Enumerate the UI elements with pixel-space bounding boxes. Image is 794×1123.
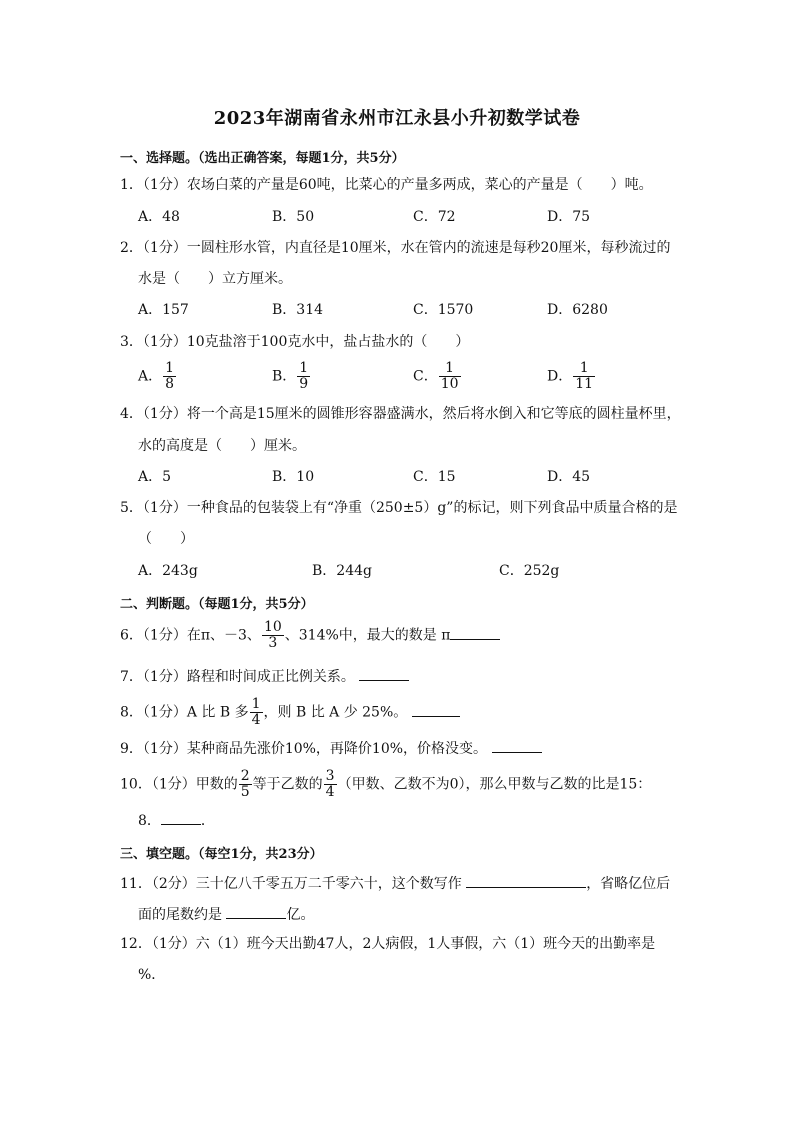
fraction-numerator: 2: [240, 768, 250, 784]
question-9: [120, 738, 542, 758]
question-7-text: 7．（1分）路程和时间成正比例关系。: [120, 669, 355, 685]
fraction-denominator: 11: [575, 376, 594, 392]
question-8: [120, 697, 460, 728]
question-4-text: 4．（1分）将一个高是15厘米的圆锥形容器盛满水，然后将水倒入和它等底的圆柱量杯里，: [120, 406, 681, 422]
question-11-text: 11．（2分）三十亿八千零五万二千零六十，这个数写作: [120, 876, 462, 892]
question-7: [120, 666, 409, 686]
q3-option-b-label: B．: [272, 368, 297, 385]
fraction-numerator: 1: [573, 361, 595, 377]
q1-option-a: A．48: [138, 209, 180, 225]
fraction-numerator: 1: [165, 360, 175, 376]
question-8-text-end: ，则 B 比 A 少 25%。: [263, 704, 408, 721]
q3-option-a: [138, 361, 177, 392]
q2-option-c: C．1570: [413, 302, 474, 318]
question-10-text-mid: 等于乙数的: [252, 776, 323, 793]
q1-option-b: B．50: [272, 209, 315, 225]
question-2-text: 2．（1分）一圆柱形水管，内直径是10厘米，水在管内的流速是每秒20厘米，每秒流过的: [120, 240, 671, 256]
q3-option-c: [413, 361, 462, 392]
q1-option-d: D．75: [547, 209, 591, 225]
question-4-text-cont: 水的高度是（ ）厘米。: [138, 438, 306, 454]
q4-option-d: D．45: [547, 469, 591, 485]
question-11: [120, 873, 670, 893]
q8-fraction: [250, 697, 263, 728]
q5-option-c: C．252g: [499, 563, 560, 579]
question-10-text-end: （甲数、乙数不为0），那么甲数与乙数的比是15：: [337, 776, 652, 793]
q7-answer-blank[interactable]: [359, 666, 409, 681]
q3-option-b: [272, 361, 311, 392]
q3-option-c-fraction: [439, 361, 461, 392]
q3-option-c-label: C．: [413, 368, 438, 385]
question-11-text-cont: 面的尾数约是: [138, 907, 222, 923]
fraction-denominator: 9: [299, 376, 309, 392]
section-heading-choice: 一、选择题。（选出正确答案，每题1分，共5分）: [120, 151, 405, 166]
q4-option-a: A．5: [138, 469, 172, 485]
question-6: [120, 620, 500, 651]
q11-answer-blank-2[interactable]: [226, 904, 286, 919]
question-10: [120, 769, 651, 800]
q3-option-a-fraction: [163, 361, 176, 392]
q2-option-b: B．314: [272, 302, 324, 318]
question-11-text-end: 亿。: [286, 907, 315, 923]
question-5-text: 5．（1分）一种食品的包装袋上有“净重（250±5）g”的标记，则下列食品中质量合格的是: [120, 500, 678, 516]
q11-answer-blank-1[interactable]: [466, 873, 586, 888]
fraction-numerator: 3: [325, 768, 335, 784]
fraction-denominator: 10: [440, 376, 459, 392]
fraction-denominator: 4: [325, 784, 335, 800]
q3-option-d: [547, 361, 596, 392]
question-12-text: 12．（1分）六（1）班今天出勤47人，2人病假，1人事假，六（1）班今天的出勤率是: [120, 936, 656, 952]
q5-option-b: B．244g: [312, 563, 372, 579]
question-11-text-b: ，省略亿位后: [586, 876, 671, 892]
fraction-numerator: 1: [299, 360, 309, 376]
question-9-text: 9．（1分）某种商品先涨价10%，再降价10%，价格没变。: [120, 741, 488, 757]
question-10-text-cont: 8．: [138, 813, 161, 829]
q9-answer-blank[interactable]: [492, 738, 542, 753]
q2-option-d: D．6280: [547, 302, 608, 318]
fraction-denominator: 5: [240, 784, 250, 800]
q3-option-d-label: D．: [547, 368, 573, 385]
question-5-text-cont: （ ）: [138, 531, 194, 547]
q4-option-c: C．15: [413, 469, 456, 485]
q4-option-b: B．10: [272, 469, 315, 485]
fraction-numerator: 1: [439, 361, 461, 377]
q3-option-d-fraction: [573, 361, 595, 392]
q2-option-a: A．157: [138, 302, 189, 318]
page-title: 2023年湖南省永州市江永县小升初数学试卷: [213, 108, 581, 129]
fraction-denominator: 8: [165, 376, 175, 392]
section-heading-judgement: 二、判断题。（每题1分，共5分）: [120, 597, 314, 612]
fraction-denominator: 3: [268, 635, 278, 651]
q6-answer-blank[interactable]: [450, 625, 500, 640]
fraction-denominator: 4: [251, 712, 261, 728]
question-6-text: 6．（1分）在π、－3、: [120, 627, 261, 644]
section-heading-fill: 三、填空题。（每空1分，共23分）: [120, 847, 323, 862]
question-10-text: 10．（1分）甲数的: [120, 776, 238, 793]
question-11-cont: [138, 904, 314, 924]
q10-fraction-2: [324, 769, 337, 800]
question-8-text: 8．（1分）A 比 B 多: [120, 704, 249, 721]
question-1-text: 1．（1分）农场白菜的产量是60吨，比菜心的产量多两成，菜心的产量是（ ）吨。: [120, 177, 653, 193]
q5-option-a: A．243g: [138, 563, 198, 579]
q1-option-c: C．72: [413, 209, 456, 225]
q8-answer-blank[interactable]: [412, 702, 460, 717]
question-10-cont: 8． ．: [138, 810, 215, 830]
q3-option-a-label: A．: [138, 368, 163, 385]
fraction-numerator: 10: [263, 619, 282, 635]
q3-option-b-fraction: [297, 361, 310, 392]
q10-fraction-1: [239, 769, 252, 800]
question-6-text-end: 、314%中，最大的数是 π: [284, 627, 451, 644]
fraction-numerator: 1: [251, 696, 261, 712]
question-12-text-cont: %．: [138, 967, 166, 983]
q6-fraction: [262, 620, 284, 651]
q10-answer-blank[interactable]: [161, 810, 201, 825]
question-2-text-cont: 水是（ ）立方厘米。: [138, 271, 292, 287]
question-3-text: 3．（1分）10克盐溶于100克水中，盐占盐水的（ ）: [120, 334, 470, 350]
